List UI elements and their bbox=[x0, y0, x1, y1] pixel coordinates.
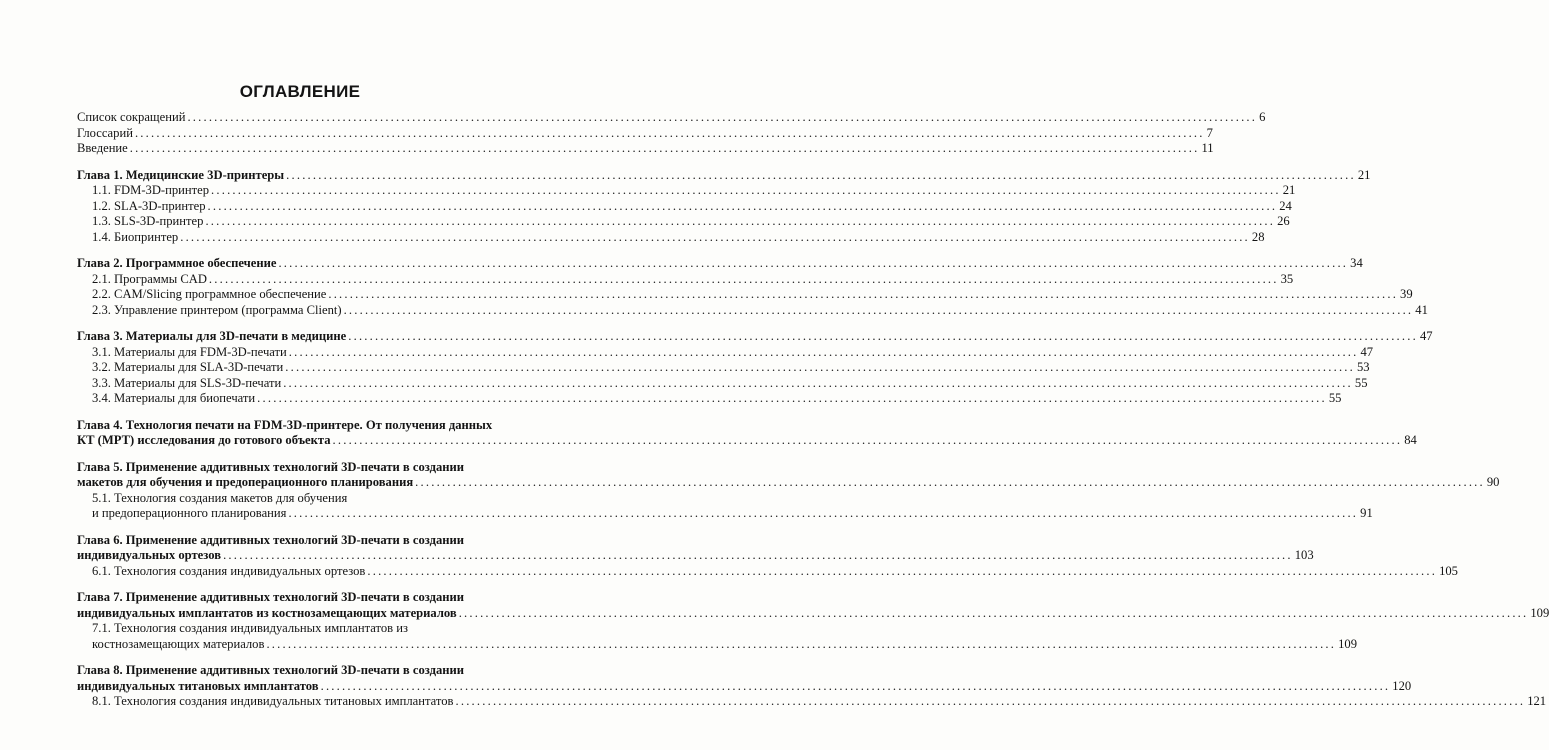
dot-leader: ........................................................................................................................................................................................................ bbox=[285, 360, 1355, 374]
dot-leader: ........................................................................................................................................................................................................ bbox=[288, 344, 1359, 359]
dot-leader: ........................................................................................................................................................................................................ bbox=[343, 302, 1414, 317]
toc-section-entry[interactable] bbox=[77, 271, 1294, 288]
toc-entry-page-number: 90 bbox=[1486, 475, 1500, 489]
toc-entry-title: КТ (МРТ) исследования до готового объекта bbox=[77, 433, 331, 447]
dot-leader: ........................................................................................................................................................................................................ bbox=[288, 506, 1359, 520]
dot-leader: ........................................................................................................................................................................................................ bbox=[367, 563, 1438, 578]
toc-entry-title: Список сокращений bbox=[77, 110, 186, 124]
toc-section-entry[interactable] bbox=[77, 694, 1547, 710]
toc-entry-title-line1: Глава 5. Применение аддитивных технологий 3D-печати в создании bbox=[77, 459, 465, 474]
toc-entry-title-line1: 5.1. Технология создания макетов для обучения bbox=[92, 490, 348, 505]
toc-section-entry[interactable] bbox=[77, 563, 1458, 580]
toc-entry-title: 3.2. Материалы для SLA-3D-печати bbox=[92, 360, 284, 374]
toc-entry-title: 3.1. Материалы для FDM-3D-печати bbox=[92, 344, 287, 359]
toc-entry-page-number: 26 bbox=[1277, 214, 1290, 228]
dot-leader: ........................................................................................................................................................................................................ bbox=[278, 256, 1349, 270]
toc-entry-page-number: 55 bbox=[1328, 391, 1342, 405]
dot-leader: ........................................................................................................................................................................................................ bbox=[458, 605, 1529, 620]
toc-entry-page-number: 21 bbox=[1282, 183, 1296, 197]
toc-chapter-entry[interactable] bbox=[77, 417, 1417, 449]
toc-entry-page-number: 103 bbox=[1294, 548, 1314, 562]
toc-entry-title: 3.3. Материалы для SLS-3D-печати bbox=[92, 375, 282, 390]
dot-leader: ........................................................................................................................................................................................................ bbox=[283, 375, 1353, 390]
toc-entry-page-number: 47 bbox=[1419, 329, 1433, 343]
toc-entry-title: макетов для обучения и предоперационного планирования bbox=[77, 475, 414, 489]
toc-entry-title: и предоперационного планирования bbox=[92, 506, 287, 520]
toc-section-entry[interactable] bbox=[77, 490, 1373, 522]
toc-entry-title: 2.1. Программы CAD bbox=[92, 271, 207, 286]
toc-entry-page-number: 41 bbox=[1415, 302, 1428, 317]
toc-entry-page-number: 24 bbox=[1279, 198, 1292, 213]
toc-entry-page-number: 35 bbox=[1280, 271, 1294, 286]
toc-entry-page-number: 7 bbox=[1206, 125, 1213, 140]
toc-entry-page-number: 28 bbox=[1251, 229, 1265, 244]
toc-section-entry[interactable] bbox=[77, 229, 1265, 246]
toc-entry-title-line1: Глава 4. Технология печати на FDM-3D-принтере. От получения данных bbox=[77, 417, 493, 432]
toc-chapter-entry[interactable] bbox=[77, 663, 1412, 694]
toc-entry-page-number: 109 bbox=[1338, 636, 1358, 651]
dot-leader: ........................................................................................................................................................................................................ bbox=[257, 391, 1327, 405]
toc-chapter-entry[interactable] bbox=[77, 256, 1363, 272]
toc-entry-title: индивидуальных ортезов bbox=[77, 548, 222, 562]
toc-section-entry[interactable] bbox=[77, 375, 1368, 392]
toc-entry-page-number: 53 bbox=[1356, 360, 1370, 374]
toc-entry-title: костнозамещающих материалов bbox=[92, 636, 265, 651]
toc-entry-page-number: 91 bbox=[1360, 506, 1373, 520]
toc-entry-page-number: 120 bbox=[1392, 678, 1412, 693]
toc-section-entry[interactable] bbox=[77, 141, 1214, 157]
dot-leader: ........................................................................................................................................................................................................ bbox=[208, 271, 1279, 286]
toc-entry-page-number: 34 bbox=[1350, 256, 1363, 270]
toc-section-entry[interactable] bbox=[77, 183, 1296, 199]
toc-entry-title: Глава 1. Медицинские 3D-принтеры bbox=[77, 167, 285, 182]
dot-leader: ........................................................................................................................................................................................................ bbox=[211, 183, 1281, 197]
toc-entry-title-line1: Глава 7. Применение аддитивных технологий 3D-печати в создании bbox=[77, 590, 465, 604]
toc-section-entry[interactable] bbox=[77, 391, 1342, 407]
toc-entry-title: 1.3. SLS-3D-принтер bbox=[92, 214, 204, 228]
toc-entry-title: 1.1. FDM-3D-принтер bbox=[92, 183, 210, 197]
toc-section-entry[interactable] bbox=[77, 214, 1290, 230]
dot-leader: ........................................................................................................................................................................................................ bbox=[129, 141, 1200, 155]
toc-entry-title: 2.2. CAM/Slicing программное обеспечение bbox=[92, 287, 327, 301]
toc-entry-title: 3.4. Материалы для биопечати bbox=[92, 391, 256, 405]
dot-leader: ........................................................................................................................................................................................................ bbox=[320, 678, 1391, 693]
toc-entry-page-number: 109 bbox=[1530, 605, 1549, 620]
toc-entry-title: индивидуальных титановых имплантатов bbox=[77, 678, 319, 693]
toc-entry-title: Глава 2. Программное обеспечение bbox=[77, 256, 277, 270]
dot-leader: ........................................................................................................................................................................................................ bbox=[455, 694, 1526, 708]
toc-section-entry[interactable] bbox=[77, 287, 1413, 303]
toc-section-entry[interactable] bbox=[77, 344, 1374, 361]
dot-leader: ........................................................................................................................................................................................................ bbox=[266, 636, 1337, 651]
toc-entry-title: Глава 3. Материалы для 3D-печати в медицине bbox=[77, 329, 347, 343]
toc-entry-page-number: 11 bbox=[1201, 141, 1214, 155]
toc-entry-title: индивидуальных имплантатов из костнозамещающих материалов bbox=[77, 605, 457, 620]
toc-section-entry[interactable] bbox=[77, 125, 1213, 142]
toc-entry-title: 1.2. SLA-3D-принтер bbox=[92, 198, 206, 213]
toc-entry-title-line1: Глава 6. Применение аддитивных технологий 3D-печати в создании bbox=[77, 532, 465, 547]
toc-entry-page-number: 55 bbox=[1354, 375, 1368, 390]
toc-section-entry[interactable] bbox=[77, 360, 1370, 376]
page-title: ОГЛАВЛЕНИЕ bbox=[239, 82, 361, 101]
dot-leader: ........................................................................................................................................................................................................ bbox=[187, 110, 1258, 124]
dot-leader: ........................................................................................................................................................................................................ bbox=[207, 198, 1278, 213]
toc-entry-title: 8.1. Технология создания индивидуальных титановых имплантатов bbox=[92, 694, 454, 708]
toc-entry-page-number: 47 bbox=[1360, 344, 1374, 359]
toc-entry-title-line1: Глава 8. Применение аддитивных технологий 3D-печати в создании bbox=[77, 663, 465, 677]
toc-entry-page-number: 21 bbox=[1357, 167, 1371, 182]
dot-leader: ........................................................................................................................................................................................................ bbox=[348, 329, 1418, 343]
toc-chapter-entry[interactable] bbox=[77, 459, 1500, 491]
dot-leader: ........................................................................................................................................................................................................ bbox=[332, 433, 1403, 447]
toc-entry-title: 6.1. Технология создания индивидуальных ортезов bbox=[92, 563, 366, 578]
toc-entry-title-line1: 7.1. Технология создания индивидуальных имплантатов из bbox=[92, 621, 408, 635]
toc-chapter-entry[interactable] bbox=[77, 532, 1314, 564]
toc-entry-title: 1.4. Биопринтер bbox=[92, 229, 179, 244]
toc-section-entry[interactable] bbox=[77, 110, 1266, 126]
toc-section-entry[interactable] bbox=[77, 302, 1428, 319]
dot-leader: ........................................................................................................................................................................................................ bbox=[180, 229, 1250, 244]
dot-leader: ........................................................................................................................................................................................................ bbox=[134, 125, 1205, 140]
toc-entry-title: 2.3. Управление принтером (программа Client) bbox=[92, 302, 342, 317]
toc-entry-page-number: 121 bbox=[1527, 694, 1547, 708]
dot-leader: ........................................................................................................................................................................................................ bbox=[415, 475, 1485, 489]
toc-entry-page-number: 39 bbox=[1400, 287, 1413, 301]
toc-chapter-entry[interactable] bbox=[77, 167, 1371, 184]
toc-entry-page-number: 6 bbox=[1259, 110, 1266, 124]
dot-leader: ........................................................................................................................................................................................................ bbox=[286, 167, 1356, 182]
toc-section-entry[interactable] bbox=[77, 621, 1358, 652]
toc-entry-title: Введение bbox=[77, 141, 128, 155]
toc-chapter-entry[interactable] bbox=[77, 329, 1433, 345]
toc-section-entry[interactable] bbox=[77, 198, 1292, 215]
toc-entry-page-number: 105 bbox=[1439, 563, 1458, 578]
dot-leader: ........................................................................................................................................................................................................ bbox=[328, 287, 1399, 301]
toc-entry-title: Глоссарий bbox=[77, 125, 133, 140]
dot-leader: ........................................................................................................................................................................................................ bbox=[223, 548, 1293, 562]
dot-leader: ........................................................................................................................................................................................................ bbox=[205, 214, 1276, 228]
toc-chapter-entry[interactable] bbox=[77, 590, 1549, 621]
toc-entry-page-number: 84 bbox=[1404, 433, 1417, 447]
table-of-contents bbox=[77, 110, 1549, 710]
